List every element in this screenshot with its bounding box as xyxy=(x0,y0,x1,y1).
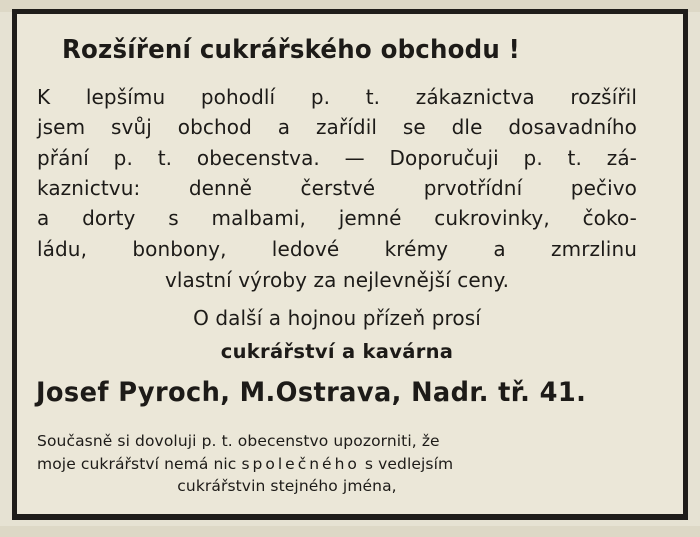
ad-body-line-5: a dorty s malbami, jemné cukrovinky, čoko- xyxy=(37,206,637,230)
ad-notice-line-1: Současně si dovoluji p. t. obecenstvo upozorniti, že xyxy=(37,432,440,450)
ad-body-line-2: jsem svůj obchod a zařídil se dle dosavadního xyxy=(37,115,637,139)
ad-body-line-4: kaznictvu: denně čerstvé prvotřídní pečivo xyxy=(37,176,637,200)
ad-headline: Rozšíření cukrářského obchodu ! xyxy=(62,35,521,65)
ad-closing-line: O další a hojnou přízeň prosí xyxy=(193,306,481,330)
ad-body-line-7: vlastní výroby za nejlevnější ceny. xyxy=(164,268,510,292)
ad-notice-line-2-start: moje cukrářství nemá nic xyxy=(37,455,242,473)
ad-notice-spaced-word: společného xyxy=(241,455,360,473)
ad-body-line-6: ládu, bonbony, ledové krémy a zmrzlinu xyxy=(37,237,637,261)
ad-shop-type: cukrářství a kavárna xyxy=(220,340,454,363)
ad-notice-line-3: cukrářstvin stejného jména, xyxy=(177,477,397,495)
paper-background-bottom xyxy=(0,526,700,537)
ad-notice-line-2-end: s vedlejsím xyxy=(359,455,454,473)
ad-body-line-3: přání p. t. obecenstva. — Doporučuji p. t. zá- xyxy=(37,146,637,170)
ad-body-line-1: K lepšímu pohodlí p. t. zákaznictva rozšířil xyxy=(37,85,637,109)
ad-notice-line-2 xyxy=(37,457,453,473)
ad-signature-address: Josef Pyroch, M.Ostrava, Nadr. tř. 41. xyxy=(36,377,587,408)
